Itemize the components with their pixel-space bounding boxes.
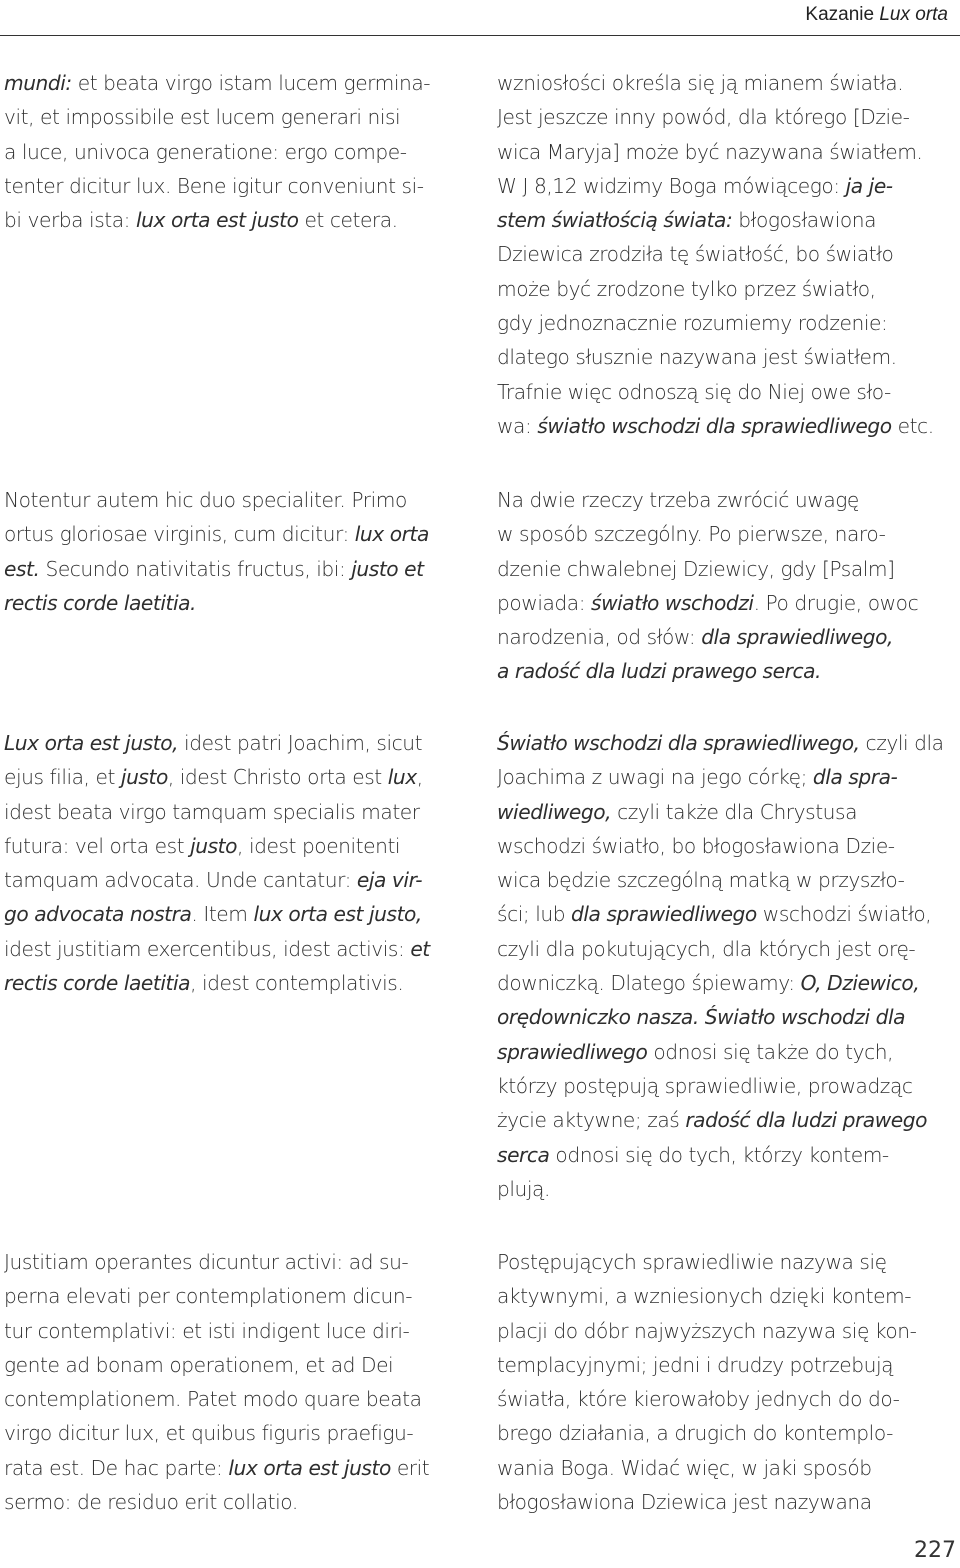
text-line <box>497 100 934 134</box>
text-run: futura: vel orta est <box>4 833 191 858</box>
text-line <box>4 863 430 897</box>
text-line <box>4 932 430 966</box>
text-line <box>497 1069 944 1103</box>
text-line <box>4 66 430 100</box>
text-run: templacyjnymi; jedni i drudzy potrzebują <box>497 1352 894 1377</box>
polish-paragraph-2 <box>497 483 918 689</box>
text-run: perna elevati per contemplationem dicun- <box>4 1284 413 1309</box>
italic-text: lux orta est justo <box>136 208 299 233</box>
italic-text: O, Dziewico, <box>800 971 920 996</box>
text-line <box>497 966 944 1000</box>
text-run: brego działania, a drugich do kontemplo- <box>497 1421 893 1446</box>
text-run: błogosławiona Dziewica jest nazywana <box>497 1490 872 1515</box>
text-line <box>497 237 934 271</box>
latin-paragraph-3 <box>4 726 430 1000</box>
text-run: może być zrodzone tylko przez światło, <box>497 276 876 301</box>
text-run: życie aktywne; zaś <box>497 1108 686 1133</box>
text-line <box>497 1348 916 1382</box>
text-line <box>497 409 934 443</box>
text-run: Justitiam operantes dicuntur activi: ad su- <box>4 1250 409 1274</box>
text-line <box>497 272 934 306</box>
italic-text: orędowniczko nasza. Światło wschodzi dla <box>497 1005 906 1030</box>
text-line <box>497 66 934 100</box>
text-line <box>497 760 944 794</box>
italic-text: światło wschodzi <box>591 590 754 615</box>
text-run: et beata virgo istam lucem germina- <box>71 71 431 95</box>
text-run: a luce, univoca generatione: ergo compe- <box>4 139 407 164</box>
text-run: wania Boga. Widać więc, w jaki sposób <box>497 1455 872 1480</box>
running-header <box>0 0 960 36</box>
italic-text: mundi: <box>4 71 72 95</box>
text-line <box>4 1279 429 1313</box>
text-run: idest patri Joachim, sicut <box>178 731 423 755</box>
italic-text: ja je- <box>845 173 893 198</box>
header-rule <box>0 35 960 36</box>
text-line <box>497 795 944 829</box>
running-header-title <box>805 4 948 26</box>
text-run: wzniosłości określa się ją mianem światła. <box>497 71 904 95</box>
polish-paragraph-1 <box>497 66 934 443</box>
latin-paragraph-4 <box>4 1245 429 1519</box>
text-run: wa: <box>497 413 538 438</box>
text-line <box>4 1245 429 1279</box>
text-run: Postępujących sprawiedliwie nazywa się <box>497 1250 887 1274</box>
italic-text: światło wschodzi dla sprawiedliwego <box>537 413 892 438</box>
text-line <box>497 203 934 237</box>
text-run: wica będzie szczególną matką w przyszło- <box>497 868 905 893</box>
text-run: narodzenia, od słów: <box>497 625 702 650</box>
polish-paragraph-4 <box>497 1245 916 1519</box>
text-line <box>4 795 430 829</box>
text-line <box>4 966 430 1000</box>
text-run: światła, które kierowałoby jednych do do- <box>497 1387 900 1412</box>
italic-text: justo <box>190 833 238 858</box>
text-line <box>497 135 934 169</box>
italic-text: justo <box>120 765 168 790</box>
text-run: downiczką. Dlatego śpiewamy: <box>497 971 801 996</box>
text-run: Na dwie rzeczy trzeba zwrócić uwagę <box>497 488 859 512</box>
text-run: dlatego słusznie nazywana jest światłem. <box>497 345 897 370</box>
text-line <box>4 169 430 203</box>
text-run: ejus filia, et <box>4 765 121 790</box>
italic-text: a radość dla ludzi prawego serca. <box>497 659 821 684</box>
text-run: sermo: de residuo erit collatio. <box>4 1490 298 1515</box>
text-line <box>497 829 944 863</box>
text-run: plują. <box>497 1176 550 1201</box>
text-line <box>497 306 934 340</box>
text-line <box>497 1279 916 1313</box>
text-line <box>497 654 918 688</box>
text-run: , <box>416 765 423 790</box>
text-line <box>4 135 430 169</box>
text-line <box>497 586 918 620</box>
text-line <box>4 1314 429 1348</box>
text-line <box>4 760 430 794</box>
italic-text: radość dla ludzi prawego <box>685 1108 928 1133</box>
text-run: czyli także dla Chrystusa <box>611 799 858 824</box>
italic-text: dla spra- <box>812 765 898 790</box>
text-run: . Item <box>191 902 254 927</box>
text-run: idest justitiam exercentibus, idest activis: <box>4 936 411 961</box>
italic-text: Światło wschodzi dla sprawiedliwego, <box>497 731 860 755</box>
text-line <box>4 1451 429 1485</box>
italic-text: lux orta <box>354 522 429 547</box>
page-number: 227 <box>914 1538 956 1563</box>
text-run: tenter dicitur lux. Bene igitur conveniunt si- <box>4 173 424 198</box>
italic-text: dla sprawiedliwego <box>571 902 757 927</box>
text-run: aktywnymi, a wzniesionych dzięki kontem- <box>497 1284 912 1309</box>
text-line <box>497 1485 916 1519</box>
text-line <box>497 1451 916 1485</box>
text-run: tamquam advocata. Unde cantatur: <box>4 868 357 893</box>
text-line <box>497 1416 916 1450</box>
italic-text: serca <box>497 1142 550 1167</box>
italic-text: lux orta est justo, <box>253 902 422 927</box>
text-run: Joachima z uwagi na jego córkę; <box>497 765 813 790</box>
text-line <box>497 863 944 897</box>
text-line <box>497 483 918 517</box>
italic-text: dla sprawiedliwego, <box>701 625 893 650</box>
text-run: bi verba ista: <box>4 208 136 233</box>
text-line <box>4 483 429 517</box>
text-run: , idest contemplativis. <box>190 971 404 996</box>
text-run: etc. <box>891 413 934 438</box>
header-title-italic: Lux orta <box>879 4 948 25</box>
text-line <box>4 897 430 931</box>
text-line <box>497 1000 944 1034</box>
italic-text: sprawiedliwego <box>497 1039 648 1064</box>
text-run: w sposób szczególny. Po pierwsze, naro- <box>497 522 886 547</box>
text-run: powiada: <box>497 590 592 615</box>
italic-text: lux <box>387 765 417 790</box>
text-line <box>4 829 430 863</box>
text-line <box>4 586 429 620</box>
text-line <box>497 620 918 654</box>
text-run: gdy jednoznacznie rozumiemy rodzenie: <box>497 311 888 336</box>
text-run: czyli dla pokutujących, dla których jest orę- <box>497 936 916 961</box>
text-run: odnosi się także do tych, <box>647 1039 894 1064</box>
text-run: odnosi się do tych, którzy kontem- <box>549 1142 889 1167</box>
text-run: którzy postępują sprawiedliwie, prowadząc <box>497 1073 913 1098</box>
text-run: , idest Christo orta est <box>167 765 388 790</box>
italic-text: lux orta est justo <box>228 1455 391 1480</box>
text-run: tur contemplativi: et isti indigent luce diri- <box>4 1318 410 1343</box>
italic-text: stem światłością świata: <box>497 208 733 233</box>
text-line <box>497 1138 944 1172</box>
text-run: dzenie chwalebnej Dziewicy, gdy [Psalm] <box>497 556 895 581</box>
italic-text: Lux orta est justo, <box>4 731 179 755</box>
text-run: Dziewica zrodziła tę światłość, bo światło <box>497 242 894 267</box>
text-run: wica Maryja] może być nazywana światłem. <box>497 139 923 164</box>
text-line <box>497 1314 916 1348</box>
text-run: błogosławiona <box>732 208 877 233</box>
text-line <box>497 932 944 966</box>
text-line <box>497 1035 944 1069</box>
text-line <box>4 1485 429 1519</box>
text-line <box>4 552 429 586</box>
text-line <box>4 726 430 760</box>
text-run: Notentur autem hic duo specialiter. Primo <box>4 488 407 512</box>
italic-text: wiedliwego, <box>497 799 612 824</box>
text-run: contemplationem. Patet modo quare beata <box>4 1387 422 1412</box>
text-line <box>4 100 430 134</box>
text-line <box>497 517 918 551</box>
italic-text: go advocata nostra <box>4 902 192 927</box>
latin-paragraph-2 <box>4 483 429 620</box>
text-run: Jest jeszcze inny powód, dla którego [Dzie- <box>497 105 910 130</box>
text-run: vit, et impossibile est lucem generari nisi <box>4 105 401 130</box>
text-line <box>497 169 934 203</box>
italic-text: justo et <box>351 556 424 581</box>
text-line <box>4 517 429 551</box>
text-run: Trafnie więc odnoszą się do Niej owe sło- <box>497 379 891 404</box>
text-run: czyli dla <box>859 731 944 755</box>
text-line <box>497 375 934 409</box>
text-line <box>497 1245 916 1279</box>
text-run: idest beata virgo tamquam specialis mater <box>4 799 420 824</box>
text-run: placji do dóbr najwyższych nazywa się kon- <box>497 1318 917 1343</box>
text-run: gente ad bonam operationem, et ad Dei <box>4 1352 394 1377</box>
text-line <box>497 897 944 931</box>
header-title-prefix: Kazanie <box>805 4 880 25</box>
text-line <box>4 1348 429 1382</box>
text-run: , idest poenitenti <box>237 833 401 858</box>
italic-text: est. <box>4 556 40 581</box>
text-line <box>497 1172 944 1206</box>
text-line <box>497 340 934 374</box>
text-run: virgo dicitur lux, et quibus figuris praefigu- <box>4 1421 414 1446</box>
text-run: . Po drugie, owoc <box>753 590 919 615</box>
italic-text: rectis corde laetitia. <box>4 590 197 615</box>
text-run: W J 8,12 widzimy Boga mówiącego: <box>497 173 846 198</box>
text-run: Secundo nativitatis fructus, ibi: <box>39 556 352 581</box>
text-run: ortus gloriosae virginis, cum dicitur: <box>4 522 355 547</box>
latin-paragraph-1 <box>4 66 430 237</box>
italic-text: et <box>410 936 430 961</box>
text-line <box>497 1382 916 1416</box>
italic-text: eja vir- <box>356 868 423 893</box>
text-run: ści; lub <box>497 902 572 927</box>
text-run: rata est. De hac parte: <box>4 1455 229 1480</box>
italic-text: rectis corde laetitia <box>4 971 191 996</box>
text-line <box>497 552 918 586</box>
text-run: et cetera. <box>298 208 398 233</box>
polish-paragraph-3 <box>497 726 944 1206</box>
text-run: wschodzi światło, <box>756 902 932 927</box>
text-run: wschodzi światło, bo błogosławiona Dzie- <box>497 833 895 858</box>
text-line <box>4 1416 429 1450</box>
text-line <box>497 1103 944 1137</box>
text-line <box>497 726 944 760</box>
text-line <box>4 1382 429 1416</box>
text-run: erit <box>390 1455 430 1480</box>
text-line <box>4 203 430 237</box>
